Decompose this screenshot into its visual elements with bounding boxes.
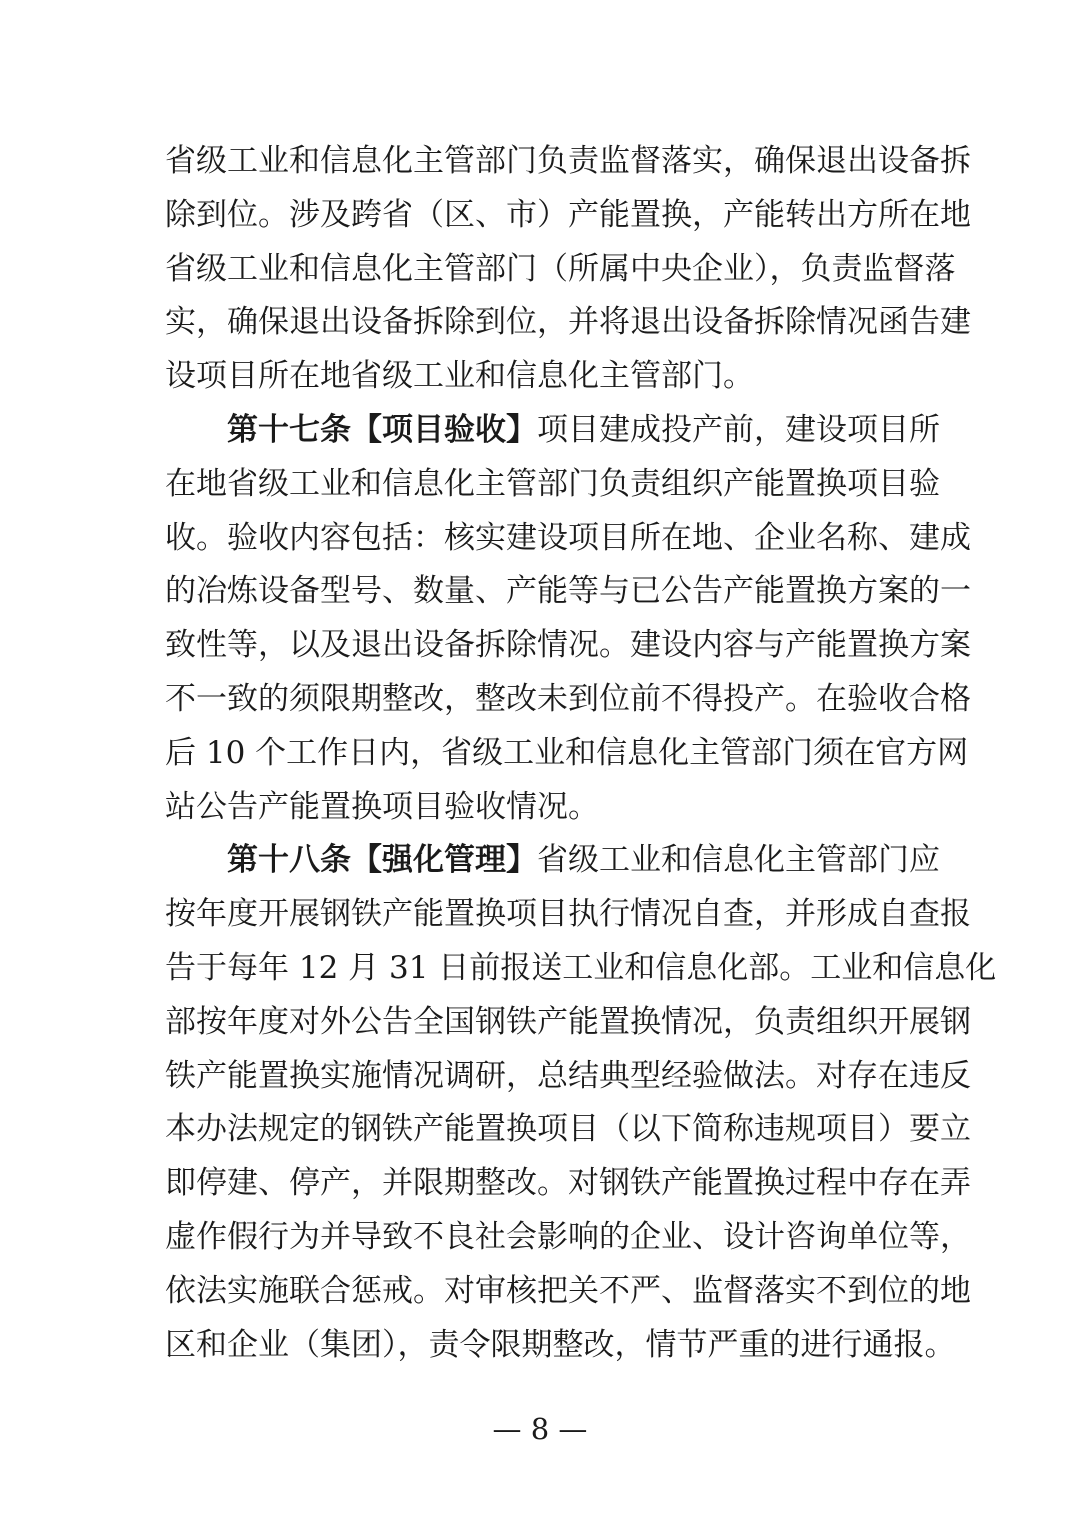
paragraph-line: 按年度开展钢铁产能置换项目执行情况自查，并形成自查报 — [165, 896, 971, 933]
paragraph-line: 设项目所在地省级工业和信息化主管部门。 — [165, 358, 754, 395]
paragraph-line: 虚作假行为并导致不良社会影响的企业、设计咨询单位等， — [165, 1218, 971, 1255]
paragraph-line: 省级工业和信息化主管部门负责监督落实，确保退出设备拆 — [165, 143, 971, 179]
article-18-heading: 第十八条【强化管理】 — [227, 842, 537, 879]
article-17-heading: 第十七条【项目验收】 — [227, 411, 537, 448]
paragraph-line: 实，确保退出设备拆除到位，并将退出设备拆除情况函告建 — [165, 304, 971, 341]
paragraph-line: 本办法规定的钢铁产能置换项目（以下简称违规项目）要立 — [165, 1111, 971, 1148]
paragraph-line: 依法实施联合惩戒。对审核把关不严、监督落实不到位的地 — [165, 1272, 971, 1309]
page-number: — 8 — — [492, 1412, 588, 1446]
paragraph-line: 告于每年 12 月 31 日前报送工业和信息化部。工业和信息化 — [165, 949, 997, 986]
paragraph-line: 铁产能置换实施情况调研，总结典型经验做法。对存在违反 — [165, 1057, 971, 1094]
body-text — [165, 135, 997, 1372]
paragraph-line: 站公告产能置换项目验收情况。 — [165, 788, 599, 825]
paragraph-line: 省级工业和信息化主管部门（所属中央企业），负责监督落 — [165, 250, 956, 287]
paragraph-line: 的冶炼设备型号、数量、产能等与已公告产能置换方案的一 — [165, 573, 971, 610]
paragraph-line: 即停建、停产，并限期整改。对钢铁产能置换过程中存在弄 — [165, 1165, 971, 1202]
paragraph-line: 区和企业（集团），责令限期整改，情节严重的进行通报。 — [165, 1326, 956, 1363]
article-18-first-line-text: 省级工业和信息化主管部门应 — [537, 842, 940, 879]
article-17-first-line-text: 项目建成投产前，建设项目所 — [537, 411, 940, 448]
article-17-first-line — [165, 404, 940, 458]
paragraph-line: 收。验收内容包括：核实建设项目所在地、企业名称、建成 — [165, 519, 971, 556]
paragraph-line: 部按年度对外公告全国钢铁产能置换情况，负责组织开展钢 — [165, 1003, 971, 1040]
paragraph-line: 后 10 个工作日内，省级工业和信息化主管部门须在官方网 — [165, 734, 969, 771]
paragraph-line: 在地省级工业和信息化主管部门负责组织产能置换项目验 — [165, 465, 940, 502]
paragraph-line: 除到位。涉及跨省（区、市）产能置换，产能转出方所在地 — [165, 196, 971, 233]
article-18-first-line — [165, 834, 940, 888]
paragraph-line: 不一致的须限期整改，整改未到位前不得投产。在验收合格 — [165, 680, 971, 717]
paragraph-line: 致性等，以及退出设备拆除情况。建设内容与产能置换方案 — [165, 627, 971, 664]
